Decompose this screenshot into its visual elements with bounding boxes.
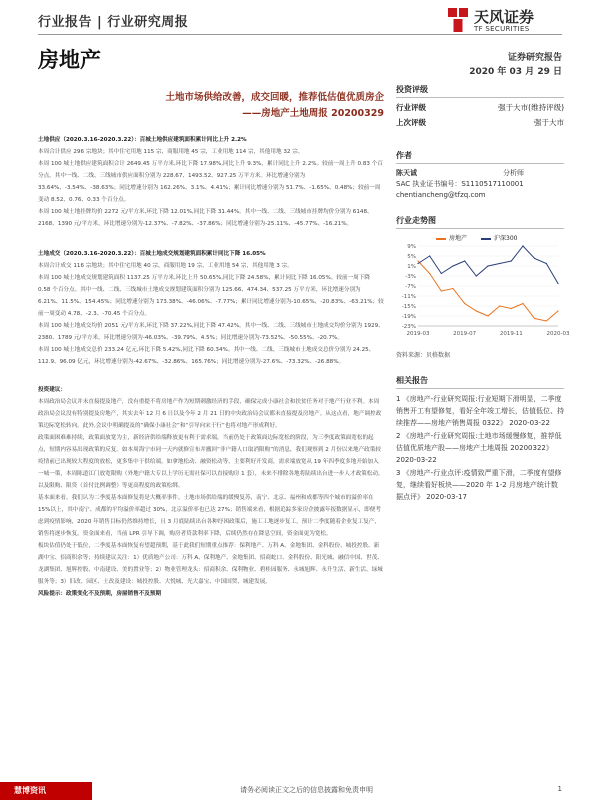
data-point (476, 275, 477, 276)
chart-legend (436, 233, 564, 242)
related-report-item[interactable]: 3 《房地产-行业点评:疫情致严重下滑，二季度有望修复，继续看好板块——2020 年 1-2 月房地产统计数据点评》 2020-03-17 (396, 469, 562, 501)
chart-source: 资料来源：贝格数据 (396, 352, 451, 359)
page-footer (0, 782, 600, 800)
footer-badge: 慧博资讯 (0, 782, 92, 800)
legend-item (481, 233, 517, 242)
land-supply-title: 土地供应（2020.3.16-2020.3.22）：百城土地供应建筑面积累计同比上升 2.2% (38, 137, 247, 143)
legend-swatch (436, 238, 446, 240)
author-heading: 作者 (396, 150, 564, 164)
legend-label: 房地产 (449, 235, 468, 242)
data-point (429, 273, 430, 274)
investment-advice-section (38, 384, 384, 600)
related-report-item[interactable]: 2 《房地产-行业研究周报:土地市场缓慢修复，推荐低估值优质地产股——房地产土地周报 20200322》 2020-03-22 (396, 432, 562, 464)
y-tick-label: -15% (401, 304, 416, 310)
data-point (452, 288, 453, 289)
sidebar (396, 80, 570, 504)
report-date: 2020 年 03 月 29 日 (469, 67, 562, 77)
rating-value: 强于大市(维持评级) (498, 103, 564, 112)
related-reports (396, 393, 564, 503)
y-tick-label: -7% (405, 284, 416, 290)
data-point (557, 310, 558, 311)
tf-logo-icon (446, 6, 470, 34)
page-number: 1 (557, 785, 562, 793)
rating-heading: 投资评级 (396, 84, 564, 98)
risk-warning: 风险提示：政策变化不及预期，房屋销售不及预期 (38, 591, 162, 597)
paragraph: 本周合计成交 116 宗地块；其中住宅用地 40 宗，商服用地 19 宗，工业用地 54 宗，其他用地 3 宗。 (38, 263, 293, 269)
land-deal-section (38, 248, 384, 368)
rating-value: 强于大市 (534, 118, 564, 127)
sector-title: 房地产 (38, 48, 101, 72)
paragraph: 本周政治局会议并未直接提及地产，没有重提不将房地产作为短期刺激经济的手段，确保完成小康社会和扶贫任务对于地产行业不利。本周政治局会议没有特别提及房地产，其实去年 12 月 6 日以及今年 2 月 21 日的中央政治局会议都未直接提及房地产。从这点看，地产调控政策边际宽松转向。此外,会议中明确提及的“确保小康社会”和“引导向宋于行”也将对地产形成利好。 (38, 399, 382, 429)
y-tick-label: 5% (407, 254, 416, 260)
data-point (441, 273, 442, 274)
series-line-2 (418, 246, 558, 284)
rating-row (396, 117, 564, 128)
land-supply-section (38, 134, 384, 230)
y-tick-label: -23% (401, 324, 416, 330)
line-chart-svg (396, 242, 570, 342)
legend-swatch (481, 238, 491, 240)
paragraph: 板块估值仍处于低位，二季度基本面恢复有望超预期，基于此我们短期重点推荐：保利地产、万科 A、金地集团、金科股份、城投控股、新湖中宝、招商积余等；持续建议关注：1）优质地产公司：万科 A、保利地产、金地集团、招商蛇口、金科股份、阳光城、融信中国、世茂、龙湖集团、旭辉控股、中南建设、美的置业等；2）物业管理龙头：招商积余、保利物业、碧桂园服务、永城旭辉、永升生活、新生活、绿城服务等；3）旧改、园区、土改及建设：城投控股、大悦城、光大嘉宝、中国国贸、城建发展。 (38, 543, 383, 585)
trend-chart (396, 233, 570, 346)
legend-item (436, 233, 467, 242)
logo-name-cn: 天风证券 (474, 8, 535, 26)
author-email[interactable]: chentiancheng@tfzq.com (396, 191, 486, 199)
data-point (464, 260, 465, 261)
data-point (429, 255, 430, 256)
y-tick-label: -3% (405, 274, 416, 280)
x-tick-label: 2020-03 (546, 331, 570, 337)
data-point (546, 263, 547, 264)
header-title: 行业报告 | 行业研究周报 (38, 15, 189, 30)
author-sac: SAC 执业证书编号：S1110517110001 (396, 180, 524, 188)
paragraph: 本周 100 城土地挂牌均价 2272 元/平方米,环比下降 12.01%,同比下降 31.44%。其中一线、二线、三线城市挂牌均价分别为 6148、2168、1390 元/平方米，环比增速分别为-12.37%、-7.82%、-37.86%；同比增速分别为-25.11%、-45.77%、-16.21%。 (38, 209, 373, 227)
data-point (534, 258, 535, 259)
related-heading: 相关报告 (396, 375, 564, 389)
data-point (511, 260, 512, 261)
data-point (499, 305, 500, 306)
data-point (487, 265, 488, 266)
related-report-item[interactable]: 1 《房地产-行业研究周报:行业短期下滑明显，二季度销售开工有望修复，看好全年竣工增长，估值低位、持续推荐——房地产销售周报 0322》 2020-03-22 (396, 395, 564, 427)
y-tick-label: 9% (407, 244, 416, 250)
paragraph: 基本面来看，我们认为二季度基本面修复将是大概率事件。土地市场供给端的缓慢复苏，南宁、北京、福州和成都等四个城市的溢价率在 15%以上，其中南宁、成都的平均溢价率超过 30%，北京溢价率也已达 27%；销售端来看，根据追踪多家房企披露年报数据显示，即便考虑到疫情影响，2020 年销售目标仍然维持增长，且 3 月底陆续出台各种纾困政策后，施工工地逐步复工，预计二季度随着企业复工复产，销售将逐步恢复，资金面来看，当前 LPR 引导下调，购房者贷款利率下降，后续仍然存在降息空间，资金面更为宽松。 (38, 495, 381, 537)
data-point (522, 245, 523, 246)
paragraph: 本周 100 城土地成交规划建筑面积 1137.25 万平方米,环比上升 50.65%,同比下降 24.58%，累计同比下降 16.05%。较前一周下降 0.58 个百分点。其中一线、二线、三线城市土地成交规划建筑面积分别为 125.66、474.34、537.25 万平方米，环比增速分别为 6.21%、11.5%、154.45%；同比增速分别为 173.38%、-46.06%、-7.77%；累计同比增速分别为-10.65%、-20.83%、-63.21%；较前一周变动 4.78、-2.3、-70.45 个百分点。 (38, 275, 384, 317)
y-tick-label: 1% (407, 264, 416, 270)
data-point (511, 308, 512, 309)
author-role: 分析师 (503, 169, 524, 177)
trend-heading: 行业走势图 (396, 215, 564, 229)
company-logo (446, 6, 566, 36)
data-point (476, 310, 477, 311)
y-tick-label: -19% (401, 314, 416, 320)
rating-label: 行业评级 (396, 103, 426, 112)
data-point (546, 320, 547, 321)
paragraph: 本周 100 城土地成交总价 233.24 亿元,环比下降 5.42%,同比下降 60.34%。其中一线、二线、三线城市土地成交总价分别为 24.25、112.9、96.09 亿元，环比增速分别为-42.67%、-32.86%、165.76%；同比增速分别为-27.6%、-73.32%、-26.88%。 (38, 347, 375, 365)
data-point (441, 290, 442, 291)
headline-line2: ——房地产土地周报 20200329 (242, 108, 384, 119)
author-name: 陈天诚 (396, 169, 417, 177)
rating-label: 上次评级 (396, 118, 426, 127)
x-tick-label: 2019-07 (453, 331, 477, 337)
report-type: 证券研究报告 (507, 53, 562, 63)
main-column (38, 80, 384, 600)
headline-line1: 土地市场供给改善，成交回暖，推荐低估值优质房企 (165, 92, 384, 103)
data-point (499, 263, 500, 264)
x-tick-label: 2019-11 (499, 331, 523, 337)
data-point (417, 260, 418, 261)
data-point (464, 303, 465, 304)
data-point (534, 318, 535, 319)
data-point (487, 315, 488, 316)
legend-label: 沪深300 (494, 235, 518, 242)
data-point (417, 263, 418, 264)
data-point (452, 265, 453, 266)
paragraph: 本周 100 城土地成交均价 2051 元/平方米,环比下降 37.22%,同比下降 47.42%。其中一线、二线、三线城市土地成交均价分别为 1929、2380、1789 元/平方米，环比增速分别为-46.03%、-39.79%、4.5%；同比增速分别为-73.52%、-50.55%、-20.7%。 (38, 323, 384, 341)
logo-name-en: TF SECURITIES (474, 25, 530, 33)
paragraph: 政策面困难难持续，政策面放宽为主，新经济供给端释放更有利于需求端，当前仍处于政策面边际宽松的阶段，为三季度政策面宽松的起点，短期内容易出现政策的反复。如本周海宁市同一天内就修宣布并撤回“非户籍人口取消限购”的消息，我们观察到 2 月份以来地产政策较疫情前已出现较大程度的放松，更多集中于供给端，如拿地松动、融资松动等，主要利好开发商，需求端放宽从 19 年四季度多地开始加入一城一策，本周陈道江门放宽限购（外地户籍大专以上学历无需社保可以直接购房 1 套），未来不排除各地将陆续出台进一步人才政策松动，以及限购、限贷（首付比例调整）等更高程度的政策松绑。 (38, 435, 384, 489)
data-point (522, 303, 523, 304)
author-block (396, 168, 564, 201)
y-tick-label: -11% (401, 294, 416, 300)
x-tick-label: 2019-03 (406, 331, 430, 337)
rating-row (396, 102, 564, 113)
paragraph: 本周 100 城土地供应建筑面积合计 2649.45 万平方米,环比下降 17.98%,同比上升 9.3%，累计同比上升 2.2%。较前一周上升 0.83 个百分点。其中一线、二线、三线城市供应面积分别为 228.67、1493.52、927.25 万平方米。环比增速分别为 33.64%、-3.54%、-38.63%；同比增速分别为 162.26%、3.1%、4.41%；累计同比增速分别为 51.7%、-1.65%、0.48%；较前一周变动 8.52、0.76、0.33 个百分点。 (38, 161, 383, 203)
advice-title: 投资建议： (38, 387, 66, 393)
land-deal-title: 土地成交（2020.3.16-2020.3.22）：百城土地成交规划建筑面积累计同比下降 16.05% (38, 251, 266, 257)
paragraph: 本周合计供应 296 宗地块；其中住宅用地 115 宗，商服用地 45 宗，工业用地 114 宗，其他用地 32 宗。 (38, 149, 304, 155)
footer-disclaimer: 请务必阅读正文之后的信息披露和免责申明 (240, 786, 373, 794)
data-point (557, 283, 558, 284)
report-headline (38, 90, 384, 122)
